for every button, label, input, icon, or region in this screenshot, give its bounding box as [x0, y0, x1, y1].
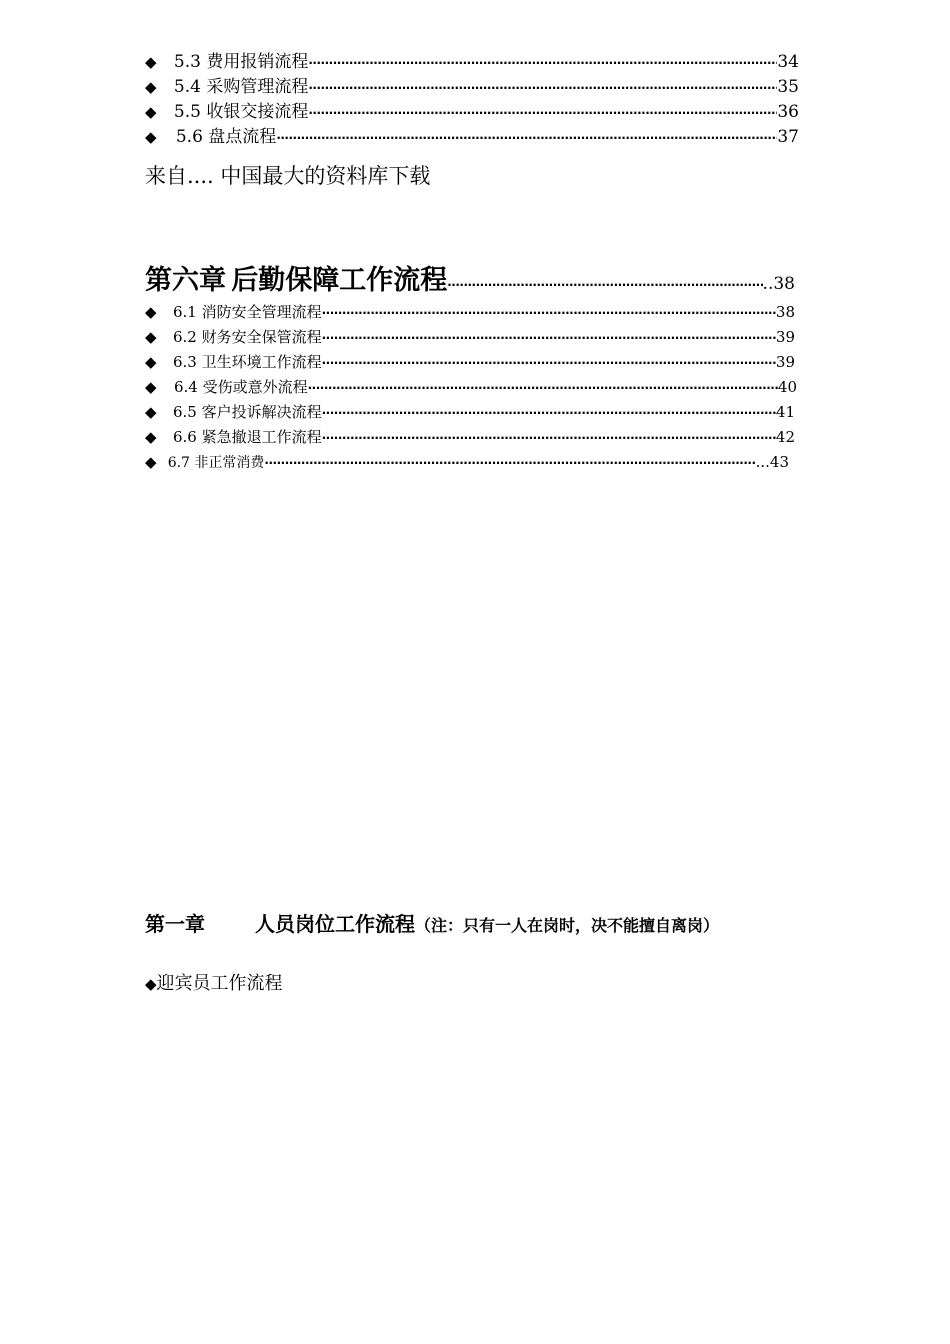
toc-label: 5.3 费用报销流程 [173, 52, 309, 72]
dot-leader [308, 52, 777, 74]
dot-leader [447, 278, 762, 292]
dot-leader [322, 353, 776, 373]
dot-leader [308, 102, 777, 124]
dot-leader [308, 77, 777, 99]
diamond-bullet-icon: ◆ [145, 975, 157, 993]
chapter-note: （注：只有一人在岗时，决不能擅自离岗） [415, 916, 720, 935]
toc-row-6-3[interactable] [145, 352, 795, 373]
diamond-bullet-icon: ◆ [145, 403, 157, 421]
toc-page-number: 39 [775, 353, 795, 371]
diamond-bullet-icon: ◆ [145, 428, 157, 446]
toc-page-number: 36 [777, 102, 799, 122]
chapter-title: 后勤保障工作流程 [231, 265, 448, 296]
toc-row-5-4[interactable] [145, 76, 799, 99]
diamond-bullet-icon: ◆ [145, 453, 157, 471]
chapter-title: 人员岗位工作流程 [255, 912, 415, 936]
dot-leader [322, 403, 776, 423]
toc-row-5-5[interactable] [145, 101, 799, 124]
toc-page-number: 41 [775, 403, 795, 421]
toc-row-6-7[interactable] [145, 452, 789, 473]
toc-page-number: ..38 [762, 274, 795, 294]
toc-row-6-6[interactable] [145, 427, 795, 448]
toc-label: 6.1 消防安全管理流程 [172, 303, 322, 321]
source-note: 来自.... 中国最大的资料库下载 [145, 164, 431, 188]
toc-page-number: 37 [777, 127, 799, 147]
toc-page-number: 39 [775, 328, 795, 346]
toc-page-number: 38 [775, 303, 795, 321]
section-label: 迎宾员工作流程 [156, 973, 283, 994]
toc-page-number: 42 [775, 428, 795, 446]
toc-row-6-1[interactable] [145, 302, 795, 323]
toc-chapter-6-heading[interactable] [145, 258, 795, 297]
toc-row-5-6[interactable] [145, 126, 799, 149]
toc-label: 6.7 非正常消费 [167, 455, 265, 471]
dot-leader [264, 453, 755, 473]
toc-label: 6.6 紧急撤退工作流程 [172, 428, 322, 446]
dot-leader [308, 378, 778, 398]
section-item-greeter-workflow [145, 972, 283, 996]
dot-leader [276, 127, 777, 149]
diamond-bullet-icon: ◆ [145, 78, 157, 96]
chapter-1-heading [145, 908, 719, 937]
toc-row-5-3[interactable] [145, 51, 799, 74]
toc-page-number: 35 [777, 77, 799, 97]
chapter-number: 第六章 [145, 265, 226, 296]
diamond-bullet-icon: ◆ [145, 303, 157, 321]
toc-page-number: 34 [777, 52, 799, 72]
toc-label: 6.2 财务安全保管流程 [172, 328, 322, 346]
diamond-bullet-icon: ◆ [145, 353, 157, 371]
diamond-bullet-icon: ◆ [145, 328, 157, 346]
chapter-number: 第一章 [145, 912, 205, 936]
toc-label: 6.5 客户投诉解决流程 [172, 403, 322, 421]
toc-row-6-4[interactable] [145, 377, 797, 398]
toc-page-number: ...43 [755, 453, 789, 471]
diamond-bullet-icon: ◆ [145, 128, 157, 146]
diamond-bullet-icon: ◆ [145, 378, 157, 396]
toc-label: 5.6 盘点流程 [175, 127, 277, 147]
toc-page-number: 40 [777, 378, 797, 396]
dot-leader [322, 328, 776, 348]
dot-leader [322, 303, 776, 323]
toc-label: 6.3 卫生环境工作流程 [172, 353, 322, 371]
toc-row-6-2[interactable] [145, 327, 795, 348]
toc-label: 6.4 受伤或意外流程 [173, 378, 308, 396]
diamond-bullet-icon: ◆ [145, 53, 157, 71]
dot-leader [322, 428, 776, 448]
toc-row-6-5[interactable] [145, 402, 795, 423]
diamond-bullet-icon: ◆ [145, 103, 157, 121]
toc-label: 5.4 采购管理流程 [173, 77, 309, 97]
toc-label: 5.5 收银交接流程 [173, 102, 309, 122]
